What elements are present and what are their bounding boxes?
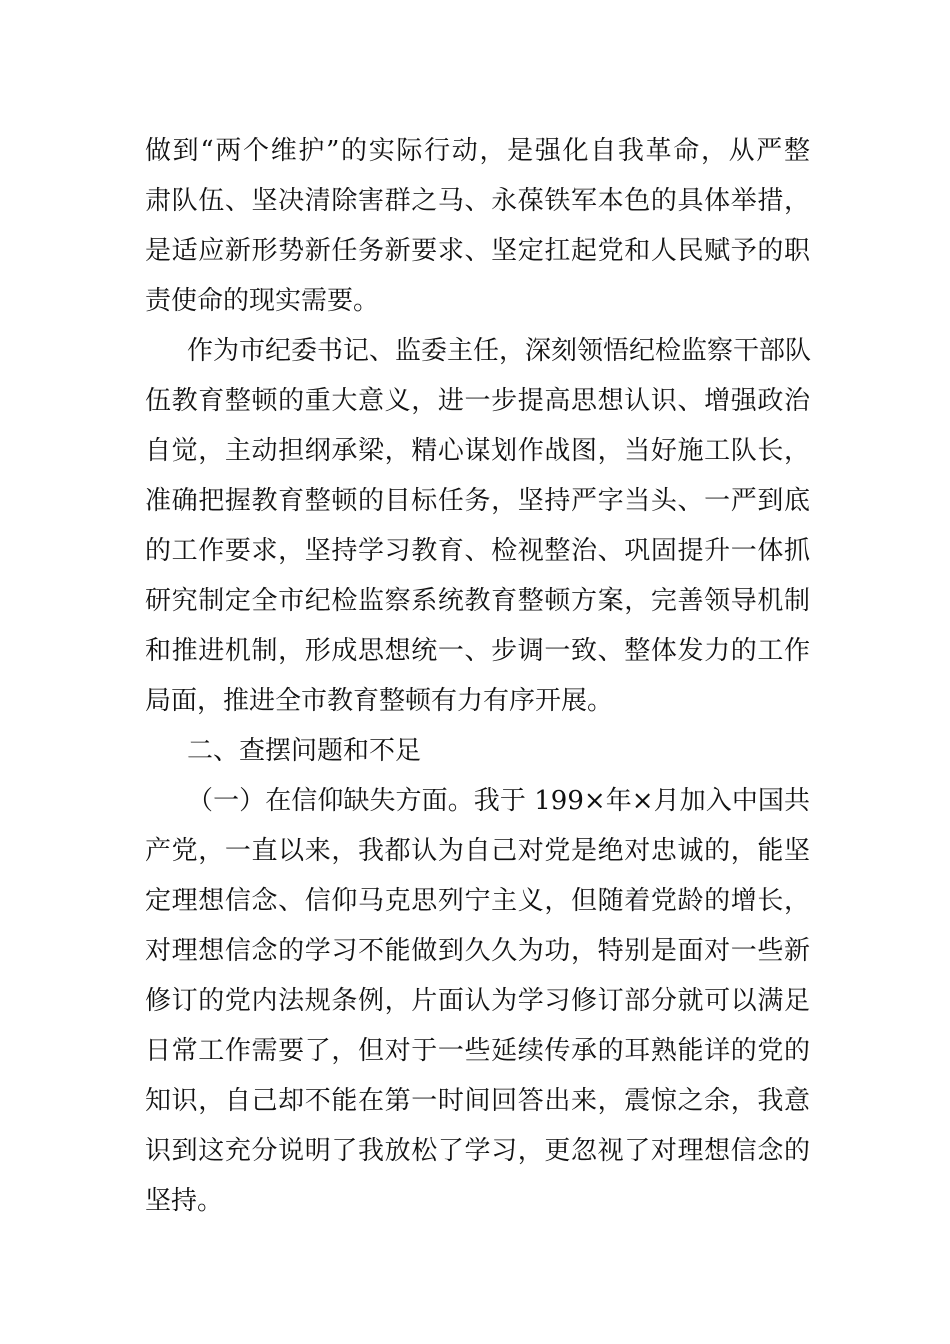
text-line: 准确把握教育整顿的目标任务，坚持严字当头、一严到底 — [145, 486, 810, 516]
text-line: 局面，推进全市教育整顿有力有序开展。 — [145, 686, 614, 716]
text-line: 做到“两个维护”的实际行动，是强化自我革命，从严整 — [145, 136, 810, 166]
paragraph-1 — [145, 126, 810, 326]
text-line: 定理想信念、信仰马克思列宁主义，但随着党龄的增长， — [145, 886, 810, 916]
paragraph-3 — [145, 776, 810, 1226]
text-line: 伍教育整顿的重大意义，进一步提高思想认识、增强政治 — [145, 386, 810, 416]
text-line: 肃队伍、坚决清除害群之马、永葆铁军本色的具体举措， — [145, 186, 810, 216]
text-line: 和推进机制，形成思想统一、步调一致、整体发力的工作 — [145, 636, 810, 666]
text-line: 责使命的现实需要。 — [145, 286, 380, 316]
text-line: 修订的党内法规条例，片面认为学习修订部分就可以满足 — [145, 986, 810, 1016]
text-line: 知识，自己却不能在第一时间回答出来，震惊之余，我意 — [145, 1086, 810, 1116]
text-line: （一）在信仰缺失方面。我于 199×年×月加入中国共 — [187, 786, 810, 816]
text-line: 作为市纪委书记、监委主任，深刻领悟纪检监察干部队 — [187, 336, 812, 366]
text-line: 自觉，主动担纲承梁，精心谋划作战图，当好施工队长， — [145, 436, 810, 466]
section-heading — [145, 726, 810, 776]
text-line: 研究制定全市纪检监察系统教育整顿方案，完善领导机制 — [145, 586, 810, 616]
text-line: 日常工作需要了，但对于一些延续传承的耳熟能详的党的 — [145, 1036, 810, 1066]
text-line: 产党，一直以来，我都认为自己对党是绝对忠诚的，能坚 — [145, 836, 810, 866]
paragraph-2 — [145, 326, 810, 726]
text-line: 是适应新形势新任务新要求、坚定扛起党和人民赋予的职 — [145, 236, 810, 266]
text-line: 对理想信念的学习不能做到久久为功，特别是面对一些新 — [145, 936, 810, 966]
heading-line: 二、查摆问题和不足 — [187, 736, 422, 766]
text-line: 的工作要求，坚持学习教育、检视整治、巩固提升一体抓 — [145, 536, 810, 566]
document-body — [145, 126, 810, 1226]
text-line: 坚持。 — [145, 1186, 224, 1216]
text-line: 识到这充分说明了我放松了学习，更忽视了对理想信念的 — [145, 1136, 810, 1166]
